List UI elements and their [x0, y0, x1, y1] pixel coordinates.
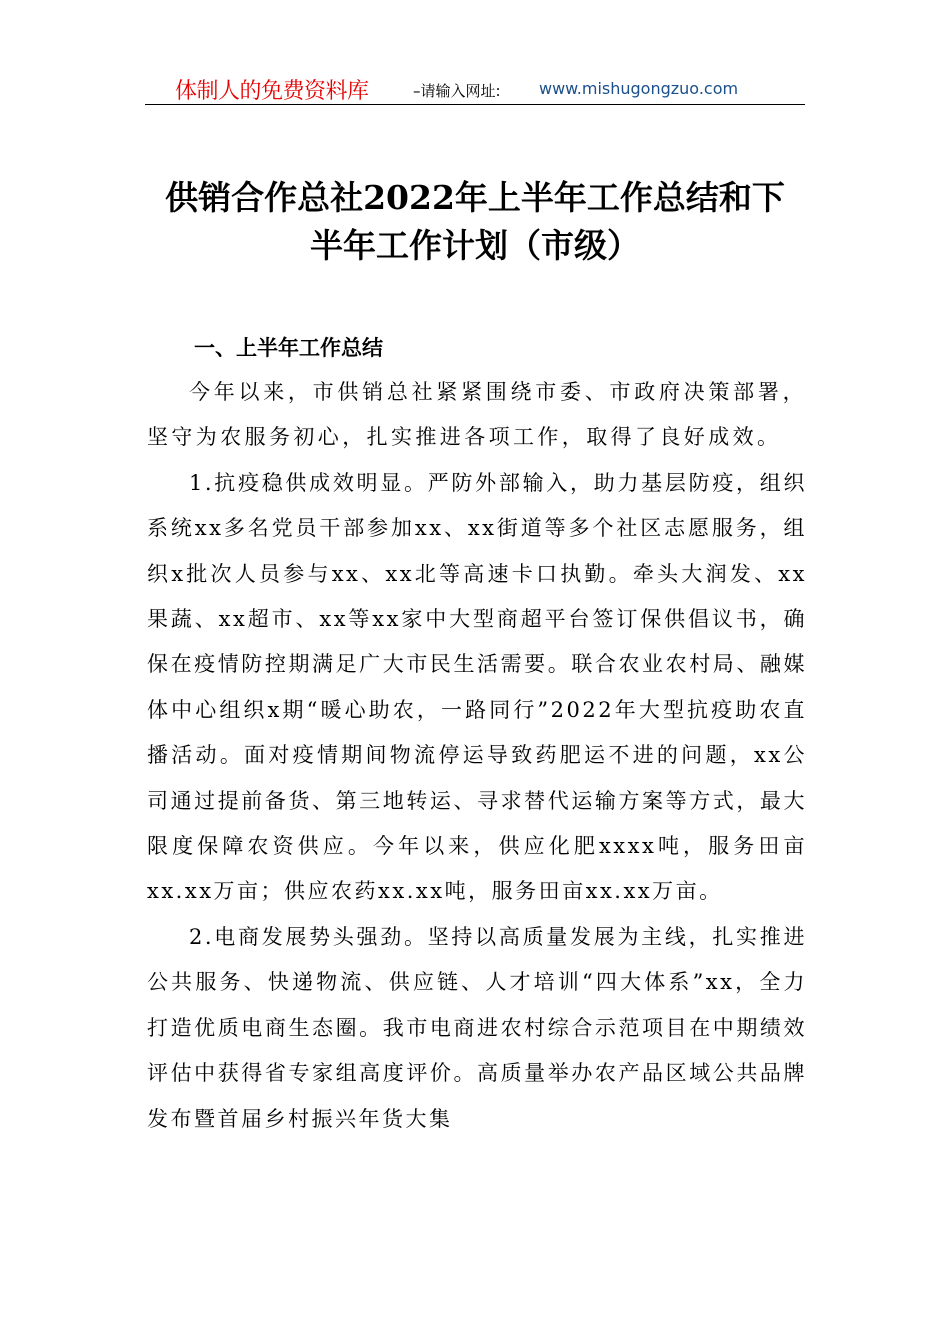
header-brand: 体制人的免费资料库: [175, 79, 369, 104]
header-url-link[interactable]: www.mishugongzuo.com: [539, 79, 739, 98]
header-prompt: –请输入网址:: [413, 82, 501, 100]
site-header: [145, 72, 805, 105]
paragraph-intro: 今年以来，市供销总社紧紧围绕市委、市政府决策部署，坚守为农服务初心，扎实推进各项工作，取得了良好成效。: [147, 380, 807, 450]
title-line-2: 半年工作计划（市级）: [310, 226, 640, 265]
title-line-1: 供销合作总社2022年上半年工作总结和下: [165, 178, 785, 217]
paragraph-item-1: 1.抗疫稳供成效明显。严防外部输入，助力基层防疫，组织系统xx多名党员干部参加xx、xx街道等多个社区志愿服务，组织x批次人员参与xx、xx北等高速卡口执勤。牵头大润发、xx果蔬、xx超市、xx等xx家中大型商超平台签订保供倡议书，确保在疫情防控期满足广大市民生活需要。联合农业农村局、融媒体中心组织x期“暖心助农，一路同行”2022年大型抗疫助农直播活动。面对疫情期间物流停运导致药肥运不进的问题，xx公司通过提前备货、第三地转运、寻求替代运输方案等方式，最大限度保障农资供应。今年以来，供应化肥xxxx吨，服务田亩xx.xx万亩；供应农药xx.xx吨，服务田亩xx.xx万亩。: [147, 470, 807, 904]
section-heading: 一、上半年工作总结: [194, 336, 383, 360]
document-body: [147, 370, 807, 1142]
document-title: [120, 174, 830, 270]
paragraph-item-2: 2.电商发展势头强劲。坚持以高质量发展为主线，扎实推进公共服务、快递物流、供应链、人才培训“四大体系”xx，全力打造优质电商生态圈。我市电商进农村综合示范项目在中期绩效评估中获得省专家组高度评价。高质量举办农产品区域公共品牌发布暨首届乡村振兴年货大集: [147, 924, 807, 1131]
